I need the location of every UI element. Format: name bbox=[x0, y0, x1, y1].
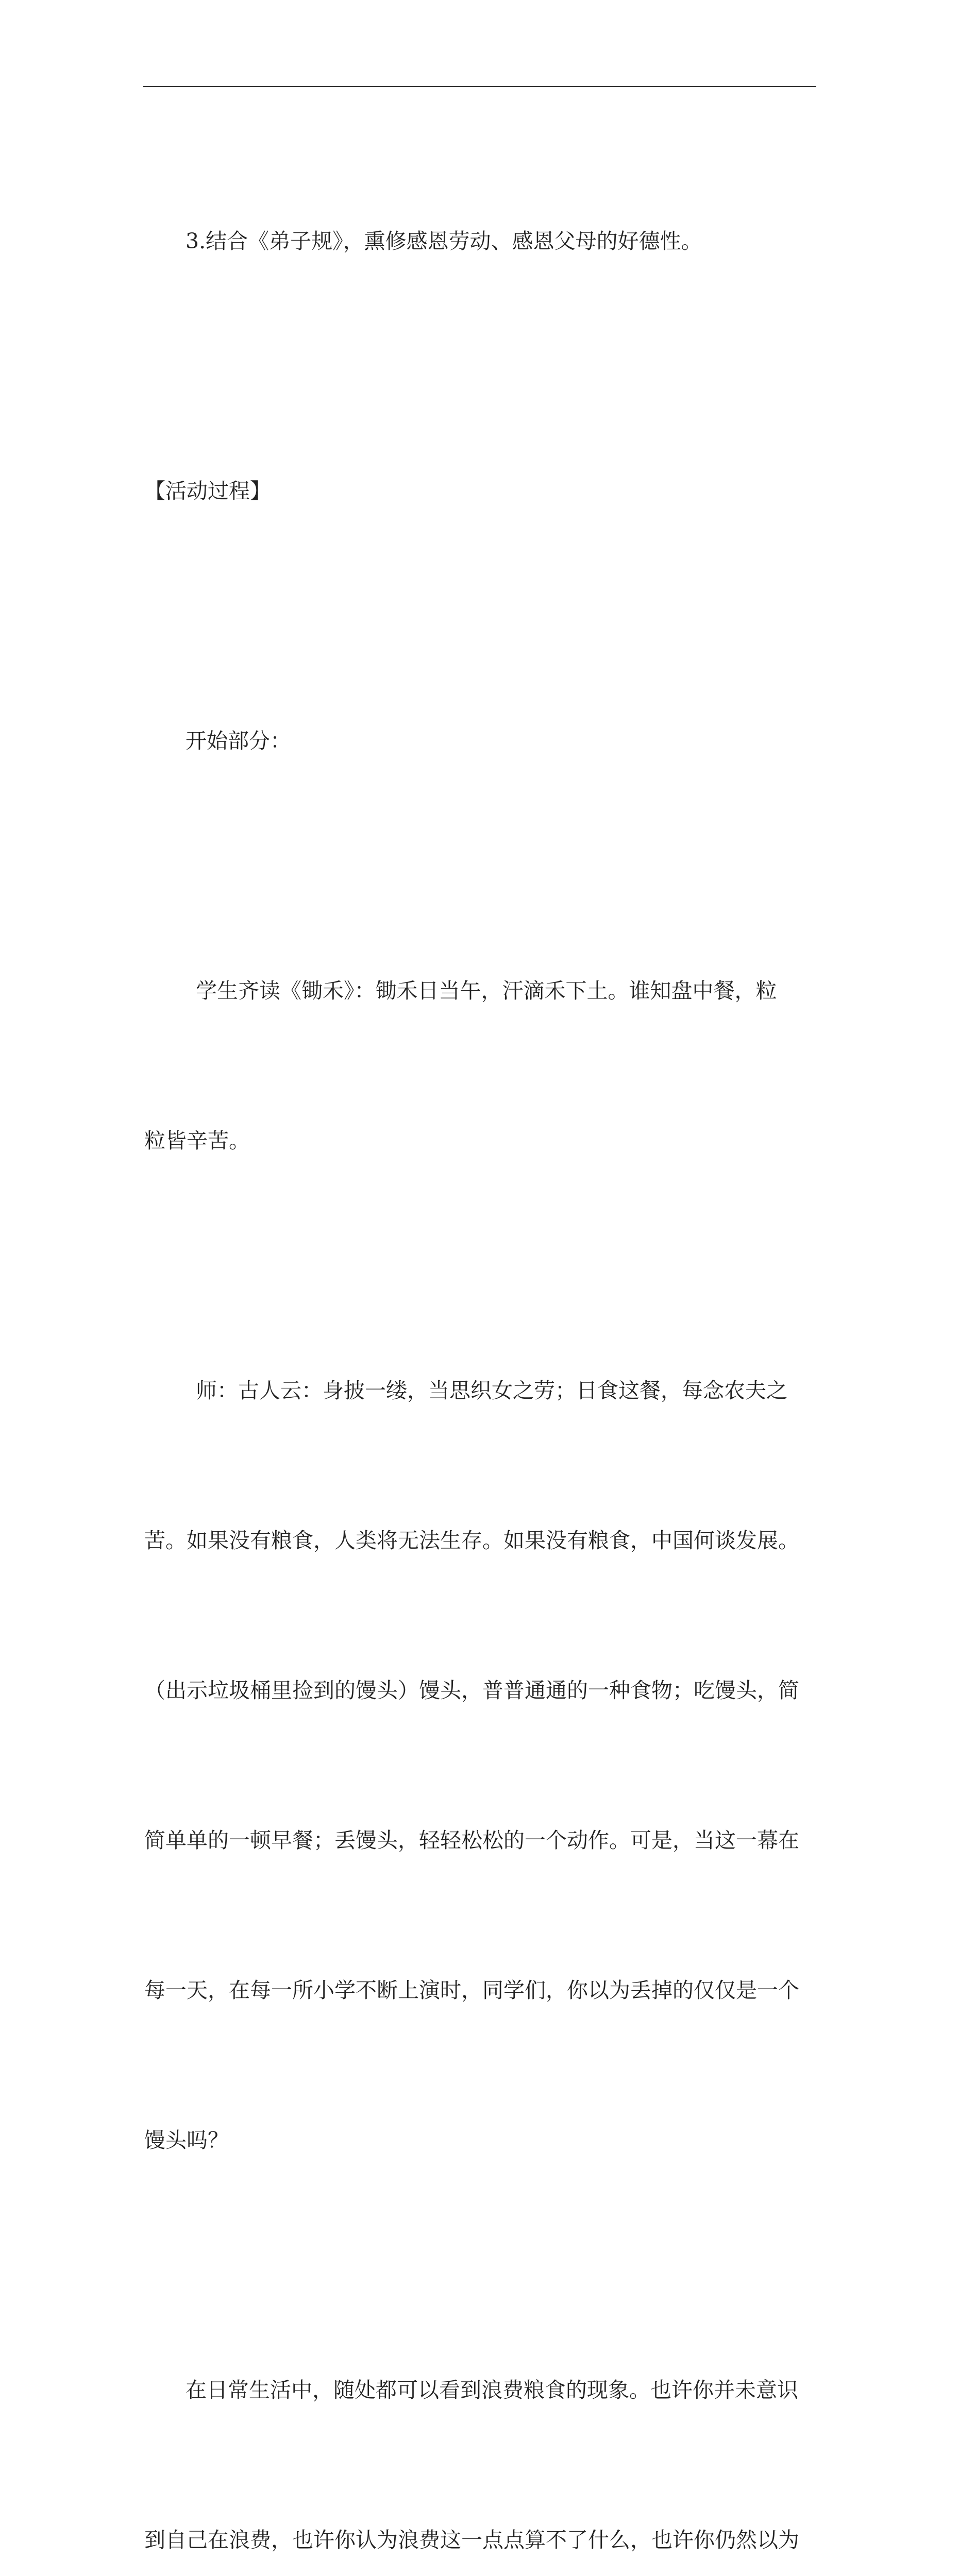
poem-line: 学生齐读《锄禾》：锄禾日当午，汗滴禾下土。谁知盘中餐，粒 bbox=[196, 978, 777, 1003]
teacher-line: （出示垃圾桶里捡到的馒头）馒头，普普通通的一种食物；吃馒头，简 bbox=[144, 1678, 799, 1703]
objective-item-3 bbox=[144, 116, 809, 366]
waste-line: 到自己在浪费，也许你认为浪费这一点点算不了什么，也许你仍然以为 bbox=[144, 2528, 799, 2552]
poem-line: 粒皆辛苦。 bbox=[144, 1128, 250, 1153]
section-heading bbox=[144, 366, 809, 616]
teacher-line: 苦。如果没有粮食，人类将无法生存。如果没有粮食，中国何谈发展。 bbox=[144, 1528, 799, 1553]
teacher-line: 简单单的一顿早餐；丢馒头，轻轻松松的一个动作。可是，当这一幕在 bbox=[144, 1828, 799, 1853]
poem-paragraph bbox=[144, 866, 809, 1266]
waste-line: 在日常生活中，随处都可以看到浪费粮食的现象。也许你并未意识 bbox=[186, 2378, 798, 2402]
teacher-line: 师：古人云：身披一缕，当思织女之劳；日食这餐，每念农夫之 bbox=[196, 1378, 787, 1403]
teacher-paragraph bbox=[144, 1266, 809, 2265]
objective-text: 3.结合《弟子规》，熏修感恩劳动、感恩父母的好德性。 bbox=[186, 229, 702, 253]
section-heading-text: 【活动过程】 bbox=[144, 479, 271, 503]
subheading-start-text: 开始部分： bbox=[186, 728, 291, 753]
teacher-line: 馒头吗？ bbox=[144, 2128, 229, 2153]
header-rule bbox=[143, 86, 816, 87]
waste-paragraph bbox=[144, 2265, 809, 2576]
teacher-line: 每一天，在每一所小学不断上演时，同学们，你以为丢掉的仅仅是一个 bbox=[144, 1978, 799, 2003]
document-body bbox=[144, 116, 809, 2576]
subheading-start bbox=[144, 616, 809, 866]
